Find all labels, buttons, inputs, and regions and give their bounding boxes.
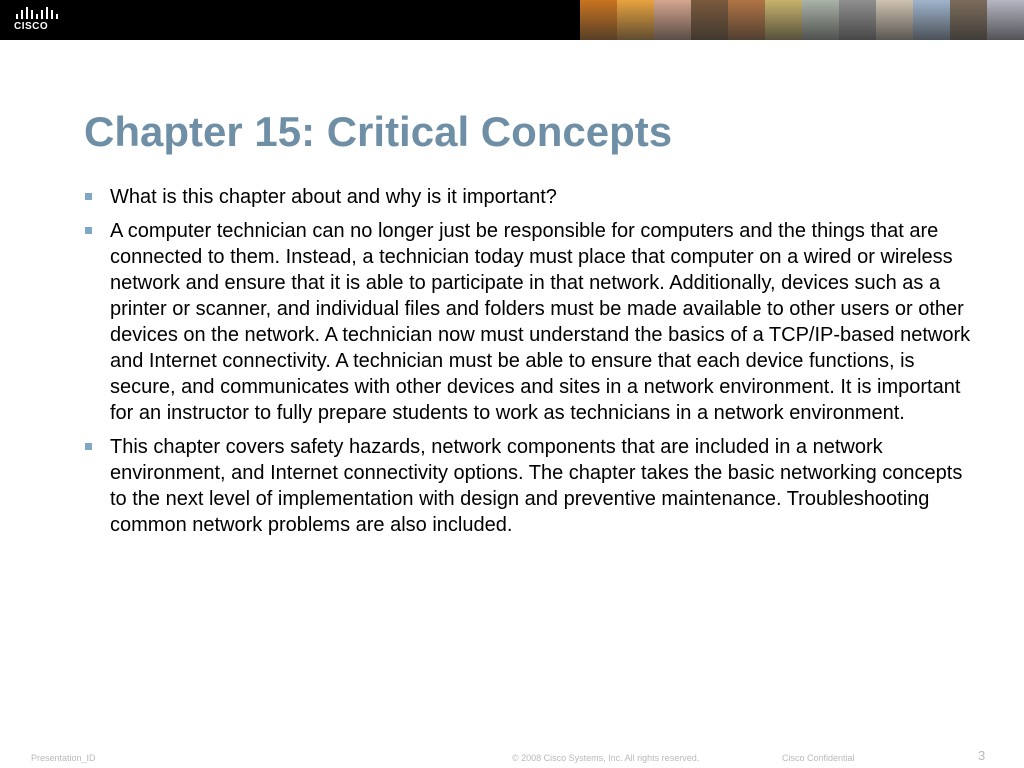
header-photo [987, 0, 1024, 40]
header-photo [876, 0, 913, 40]
bullet-square-icon [85, 227, 92, 234]
header-photo [617, 0, 654, 40]
slide-number: 3 [978, 748, 986, 763]
bullet-square-icon [85, 193, 92, 200]
header-photo [728, 0, 765, 40]
bullet-text: This chapter covers safety hazards, network components that are included in a network environment, and Internet connectivity options. The chapter takes the basic networking concepts to the next level of implementation with design and preventive maintenance. Troubleshooting common network problems are also included. [110, 436, 963, 536]
header-photo-strip [580, 0, 1024, 40]
header-photo [580, 0, 617, 40]
slide-title: Chapter 15: Critical Concepts [84, 108, 673, 155]
header-photo [950, 0, 987, 40]
cisco-logo-text: CISCO [14, 21, 49, 32]
bullet-text: A computer technician can no longer just be responsible for computers and the things that are connected to them. Instead, a technician today must place that computer on a wired or wireless network and ensure that it is able to participate in that network. Additionally, devices such as a printer or scanner, and individual files and folders must be made available to other users or other devices on the network. A technician now must understand the basics of a TCP/IP-based network and Internet connectivity. A technician must be able to ensure that each device functions, is secure, and communicates with other devices and sites in a network environment. It is important for an instructor to fully prepare students to work as technicians in a network environment. [110, 220, 971, 424]
header-photo [691, 0, 728, 40]
bullet-item [84, 184, 974, 210]
cisco-logo [14, 6, 60, 34]
header-photo [765, 0, 802, 40]
header-photo [913, 0, 950, 40]
footer-copyright: © 2008 Cisco Systems, Inc. All rights reserved. [512, 753, 700, 763]
bullet-list [84, 184, 974, 546]
cisco-bars-icon [14, 6, 60, 20]
header-photo [654, 0, 691, 40]
header-photo [802, 0, 839, 40]
bullet-square-icon [85, 443, 92, 450]
bullet-item [84, 218, 974, 426]
footer-confidential: Cisco Confidential [782, 753, 855, 763]
footer-presentation-id: Presentation_ID [31, 753, 96, 763]
bullet-item [84, 434, 974, 538]
header-photo [839, 0, 876, 40]
bullet-text: What is this chapter about and why is it important? [110, 186, 557, 208]
header-bar [0, 0, 1024, 40]
